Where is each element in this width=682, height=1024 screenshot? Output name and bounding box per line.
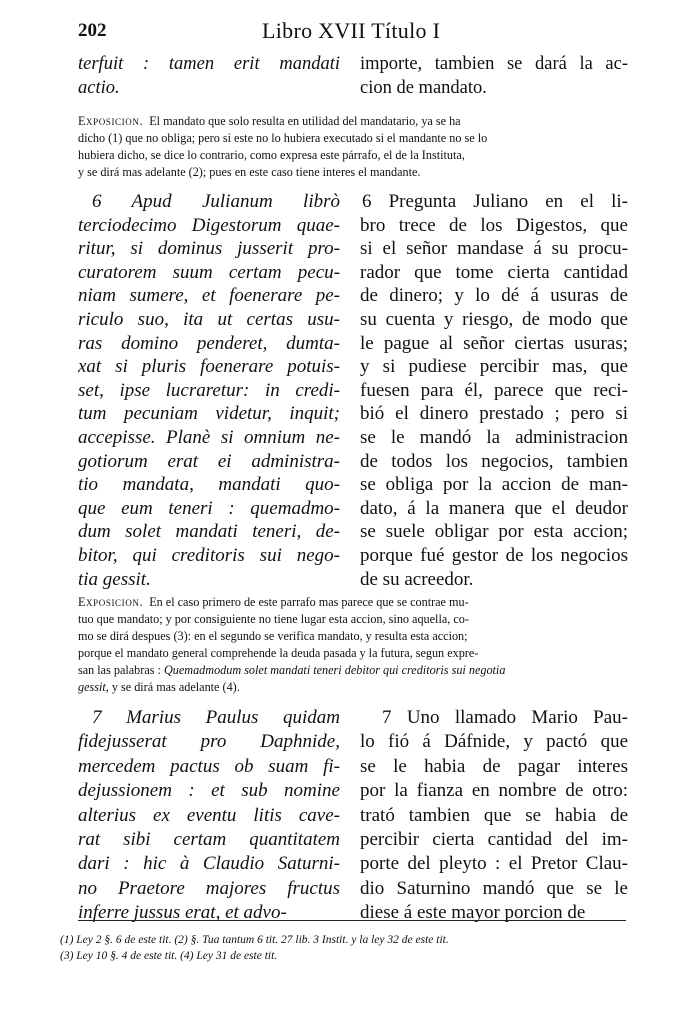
latin-line: 7 Marius Paulus quidam (92, 707, 340, 728)
latin-line: ras domino penderet, dumta- (78, 332, 340, 354)
exposicion-block (78, 113, 626, 181)
exposicion-label: Exposicion. (78, 114, 144, 128)
latin-line: rat sibi certam quantitatem (78, 829, 340, 851)
spanish-column (360, 52, 628, 100)
spanish-line: le pague al señor ciertas usuras; (360, 332, 628, 354)
latin-line: ritur, si dominus jusserit pro- (78, 238, 340, 260)
spanish-line: se suele obligar por esta accion; (360, 521, 628, 543)
latin-line: tio mandata, mandati quo- (78, 474, 340, 496)
exposicion-block (78, 594, 626, 696)
spanish-line: 6 Pregunta Juliano en el li- (362, 191, 628, 212)
exposicion-line: hubiera dicho, se dice lo contrario, como expresa este párrafo, el de la Instituta, (78, 148, 465, 162)
spanish-line: importe, tambien se dará la ac- (360, 54, 628, 74)
spanish-line: diese á este mayor porcion de (360, 902, 586, 924)
spanish-line: lo fió á Dáfnide, y pactó que (360, 731, 628, 753)
spanish-line: su cuenta y riesgo, de modo que (360, 308, 628, 330)
exposicion-line: dicho (1) que no obliga; pero si este no lo hubiera executado si el mandante no se lo (78, 131, 488, 145)
footnote-line: (1) Ley 2 §. 6 de este tit. (2) §. Tua tantum 6 tit. 27 lib. 3 Instit. y la ley 32 de este tit. (60, 934, 449, 946)
spanish-line: fuesen para él, parece que reci- (360, 379, 628, 401)
spanish-line: 7 Uno llamado Mario Pau- (382, 707, 628, 728)
latin-line: actio. (78, 78, 120, 98)
spanish-line: bro trece de los Digestos, que (360, 214, 628, 236)
latin-line: gotiorum erat ei administra- (78, 450, 340, 472)
spanish-line: dato, á la manera que el deudor (360, 497, 628, 519)
latin-line: terciodecimo Digestorum quae- (78, 214, 340, 236)
latin-line: fidejusserat pro Daphnide, (78, 731, 340, 753)
latin-line: mercedem pactus ob suam fi- (78, 755, 340, 777)
spanish-line: porte del pleyto : el Pretor Clau- (360, 853, 628, 875)
exposicion-line: El mandato que solo resulta en utilidad del mandatario, ya se ha (149, 114, 461, 128)
spanish-line: percibir cierta cantidad del im- (360, 829, 628, 851)
exposicion-label: Exposicion. (78, 595, 144, 609)
latin-line: curatorem suum certam pecu- (78, 261, 340, 283)
exposicion-line: En el caso primero de este parrafo mas parece que se contrae mu- (149, 595, 469, 609)
latin-line: no Praetore majores fructus (78, 877, 340, 899)
spanish-column (360, 190, 628, 591)
latin-line: que eum teneri : quemadmo- (78, 497, 340, 519)
latin-line: dum solet mandati teneri, de- (78, 521, 340, 543)
section-continuation (78, 52, 628, 102)
footnotes (60, 932, 630, 964)
exposicion-line: y se dirá mas adelante (2); pues en este caso tiene interes el mandante. (78, 165, 421, 179)
footnote-line: (3) Ley 10 §. 4 de este tit. (4) Ley 31 de este tit. (60, 950, 278, 962)
latin-line: xat si pluris foenerare potuis- (78, 356, 340, 378)
exposicion-text: san las palabras : (78, 663, 164, 677)
latin-line: riculo suo, ita ut certas usu- (78, 308, 340, 330)
spanish-line: de dinero; y lo dé á usuras de (360, 285, 628, 307)
exposicion-line: porque el mandato general comprehende la deuda pasada y la futura, segun expre- (78, 646, 479, 660)
latin-column (78, 190, 340, 591)
latin-line: tia gessit. (78, 568, 151, 590)
latin-column (78, 706, 340, 926)
latin-line: tum pecuniam videtur, inquit; (78, 403, 340, 425)
spanish-line: de todos los negocios, tambien (360, 450, 628, 472)
latin-line: 6 Apud Julianum librò (92, 191, 340, 212)
spanish-line: cion de mandato. (360, 78, 487, 98)
spanish-line: se le mandó la administracion (360, 426, 628, 448)
spanish-column (360, 706, 628, 926)
spanish-line: dio Saturnino mandó que se le (360, 877, 628, 899)
exposicion-text: , y se dirá mas adelante (4). (105, 680, 240, 694)
spanish-line: rador que tome cierta cantidad (360, 261, 628, 283)
spanish-line: por la fianza en nombre de otro: (360, 780, 628, 802)
spanish-line: bió el dinero prestado ; pero si (360, 403, 628, 425)
spanish-line: porque fué gestor de los negocios (360, 544, 628, 566)
latin-line: bitor, qui creditoris sui nego- (78, 544, 340, 566)
latin-line: dari : hic à Claudio Saturni- (78, 853, 340, 875)
latin-line: terfuit : tamen erit mandati (78, 54, 340, 74)
latin-line: dejussionem : et sub nomine (78, 780, 340, 802)
latin-line: set, ipse lucraretur: in credi- (78, 379, 340, 401)
running-header (78, 14, 628, 46)
latin-column (78, 52, 340, 100)
spanish-line: se obliga por la accion de man- (360, 474, 628, 496)
running-title: Libro XVII Título I (262, 18, 441, 43)
latin-line: inferre jussus erat, et advo- (78, 902, 287, 924)
exposicion-line: tuo que mandato; y por consiguiente no tiene lugar esta accion, sino aquella, co- (78, 612, 469, 626)
latin-line: niam sumere, et foenerare pe- (78, 285, 340, 307)
spanish-line: se le habia de pagar interes (360, 755, 628, 777)
exposicion-line: mo se dirá despues (3): en el segundo se verifica mandato, y resulta esta accion; (78, 629, 468, 643)
spanish-line: de su acreedor. (360, 568, 474, 590)
footnote-divider (78, 920, 626, 921)
latin-line: alterius ex eventu litis cave- (78, 804, 340, 826)
spanish-line: si el señor mandase á su procu- (360, 238, 628, 260)
latin-quote: gessit (78, 680, 106, 694)
latin-quote: Quemadmodum solet mandati teneri debitor qui creditoris sui negotia (163, 663, 506, 677)
spanish-line: y si pudiese percibir mas, que (360, 356, 628, 378)
spanish-line: trató tambien que se habia de (360, 804, 628, 826)
latin-line: accepisse. Planè si omnium ne- (78, 426, 340, 448)
page-number: 202 (78, 20, 107, 41)
